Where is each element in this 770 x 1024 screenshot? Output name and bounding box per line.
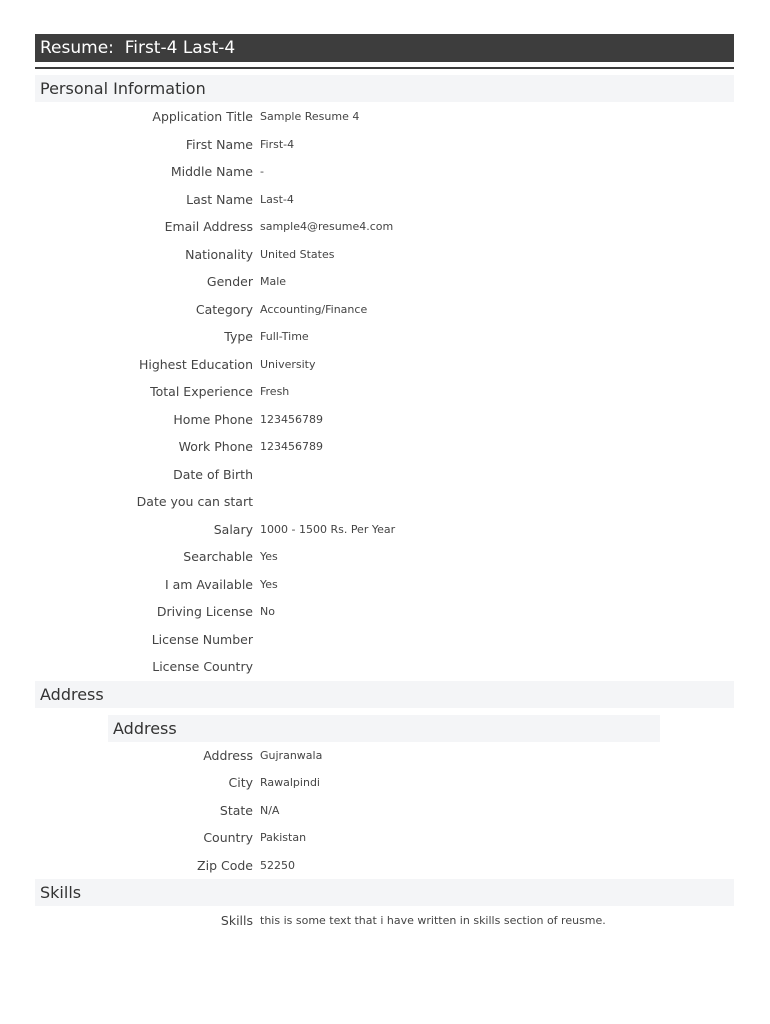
- field-value: Accounting/Finance: [260, 302, 368, 316]
- field-row: [35, 241, 734, 269]
- field-label: Total Experience: [150, 384, 253, 400]
- field-value: Male: [260, 275, 287, 289]
- field-value: 123456789: [260, 412, 323, 426]
- field-label: Nationality: [185, 246, 253, 262]
- field-label: License Country: [152, 659, 253, 675]
- field-label: City: [228, 775, 253, 791]
- field-value: Full-Time: [260, 330, 309, 344]
- field-value: Fresh: [260, 385, 290, 399]
- field-row: [35, 769, 734, 797]
- field-row: [35, 296, 734, 324]
- field-row: [35, 378, 734, 406]
- field-label: Salary: [213, 521, 253, 537]
- field-value: United States: [260, 247, 335, 261]
- section-header-skills: Skills: [35, 879, 734, 907]
- field-value: -: [260, 165, 264, 179]
- field-label: First Name: [185, 136, 253, 152]
- address-list: [35, 742, 734, 880]
- field-label: Gender: [206, 274, 253, 290]
- field-label: Type: [224, 329, 253, 345]
- resume-page: [35, 34, 734, 935]
- field-value: 123456789: [260, 440, 323, 454]
- field-label: Email Address: [164, 219, 253, 235]
- field-row: [35, 461, 734, 489]
- field-label: Driving License: [156, 604, 253, 620]
- field-row: [35, 158, 734, 186]
- field-row: [35, 516, 734, 544]
- field-label: License Number: [151, 631, 253, 647]
- field-row: [35, 186, 734, 214]
- field-value: 1000 - 1500 Rs. Per Year: [260, 522, 396, 536]
- field-row: [35, 131, 734, 159]
- field-value: Last-4: [260, 192, 294, 206]
- section-header-personal-information: Personal Information: [35, 75, 734, 103]
- field-label: Searchable: [183, 549, 253, 565]
- field-row: [35, 907, 734, 935]
- resume-title: Resume: First-4 Last-4: [35, 34, 734, 62]
- field-row: [35, 797, 734, 825]
- field-value: Pakistan: [260, 831, 307, 845]
- field-value: N/A: [260, 803, 280, 817]
- field-row: [35, 742, 734, 770]
- field-label: Category: [195, 301, 253, 317]
- field-value: sample4@resume4.com: [260, 220, 394, 234]
- field-label: Date you can start: [136, 494, 253, 510]
- field-value: this is some text that i have written in skills section of reusme.: [260, 914, 606, 928]
- field-row: [35, 268, 734, 296]
- field-row: [35, 351, 734, 379]
- field-label: Highest Education: [138, 356, 253, 372]
- personal-information-list: [35, 103, 734, 681]
- field-row: [35, 626, 734, 654]
- field-label: Date of Birth: [173, 466, 253, 482]
- section-header-address: Address: [35, 681, 734, 709]
- field-row: [35, 103, 734, 131]
- field-label: Country: [203, 830, 253, 846]
- field-row: [35, 852, 734, 880]
- field-row: [35, 571, 734, 599]
- field-row: [35, 433, 734, 461]
- field-row: [35, 406, 734, 434]
- field-row: [35, 598, 734, 626]
- subsection-header-address: Address: [108, 715, 660, 742]
- field-value: First-4: [260, 137, 295, 151]
- field-value: No: [260, 605, 275, 619]
- field-label: State: [219, 802, 253, 818]
- field-label: Zip Code: [197, 857, 253, 873]
- field-value: Sample Resume 4: [260, 110, 360, 124]
- field-row: [35, 543, 734, 571]
- field-label: Last Name: [186, 191, 253, 207]
- field-row: [35, 488, 734, 516]
- field-row: [35, 824, 734, 852]
- field-value: Gujranwala: [260, 748, 323, 762]
- field-label: Address: [203, 747, 253, 763]
- field-row: [35, 653, 734, 681]
- field-value: Yes: [260, 550, 278, 564]
- field-label: Middle Name: [170, 164, 253, 180]
- field-label: Application Title: [152, 109, 253, 125]
- field-label: I am Available: [164, 576, 253, 592]
- field-value: Yes: [260, 577, 278, 591]
- field-label: Work Phone: [178, 439, 253, 455]
- field-value: Rawalpindi: [260, 776, 320, 790]
- title-divider: [35, 67, 734, 69]
- field-row: [35, 323, 734, 351]
- field-value: University: [260, 357, 316, 371]
- field-value: 52250: [260, 858, 295, 872]
- field-label: Skills: [220, 913, 253, 929]
- field-label: Home Phone: [173, 411, 253, 427]
- field-row: [35, 213, 734, 241]
- skills-list: [35, 907, 734, 935]
